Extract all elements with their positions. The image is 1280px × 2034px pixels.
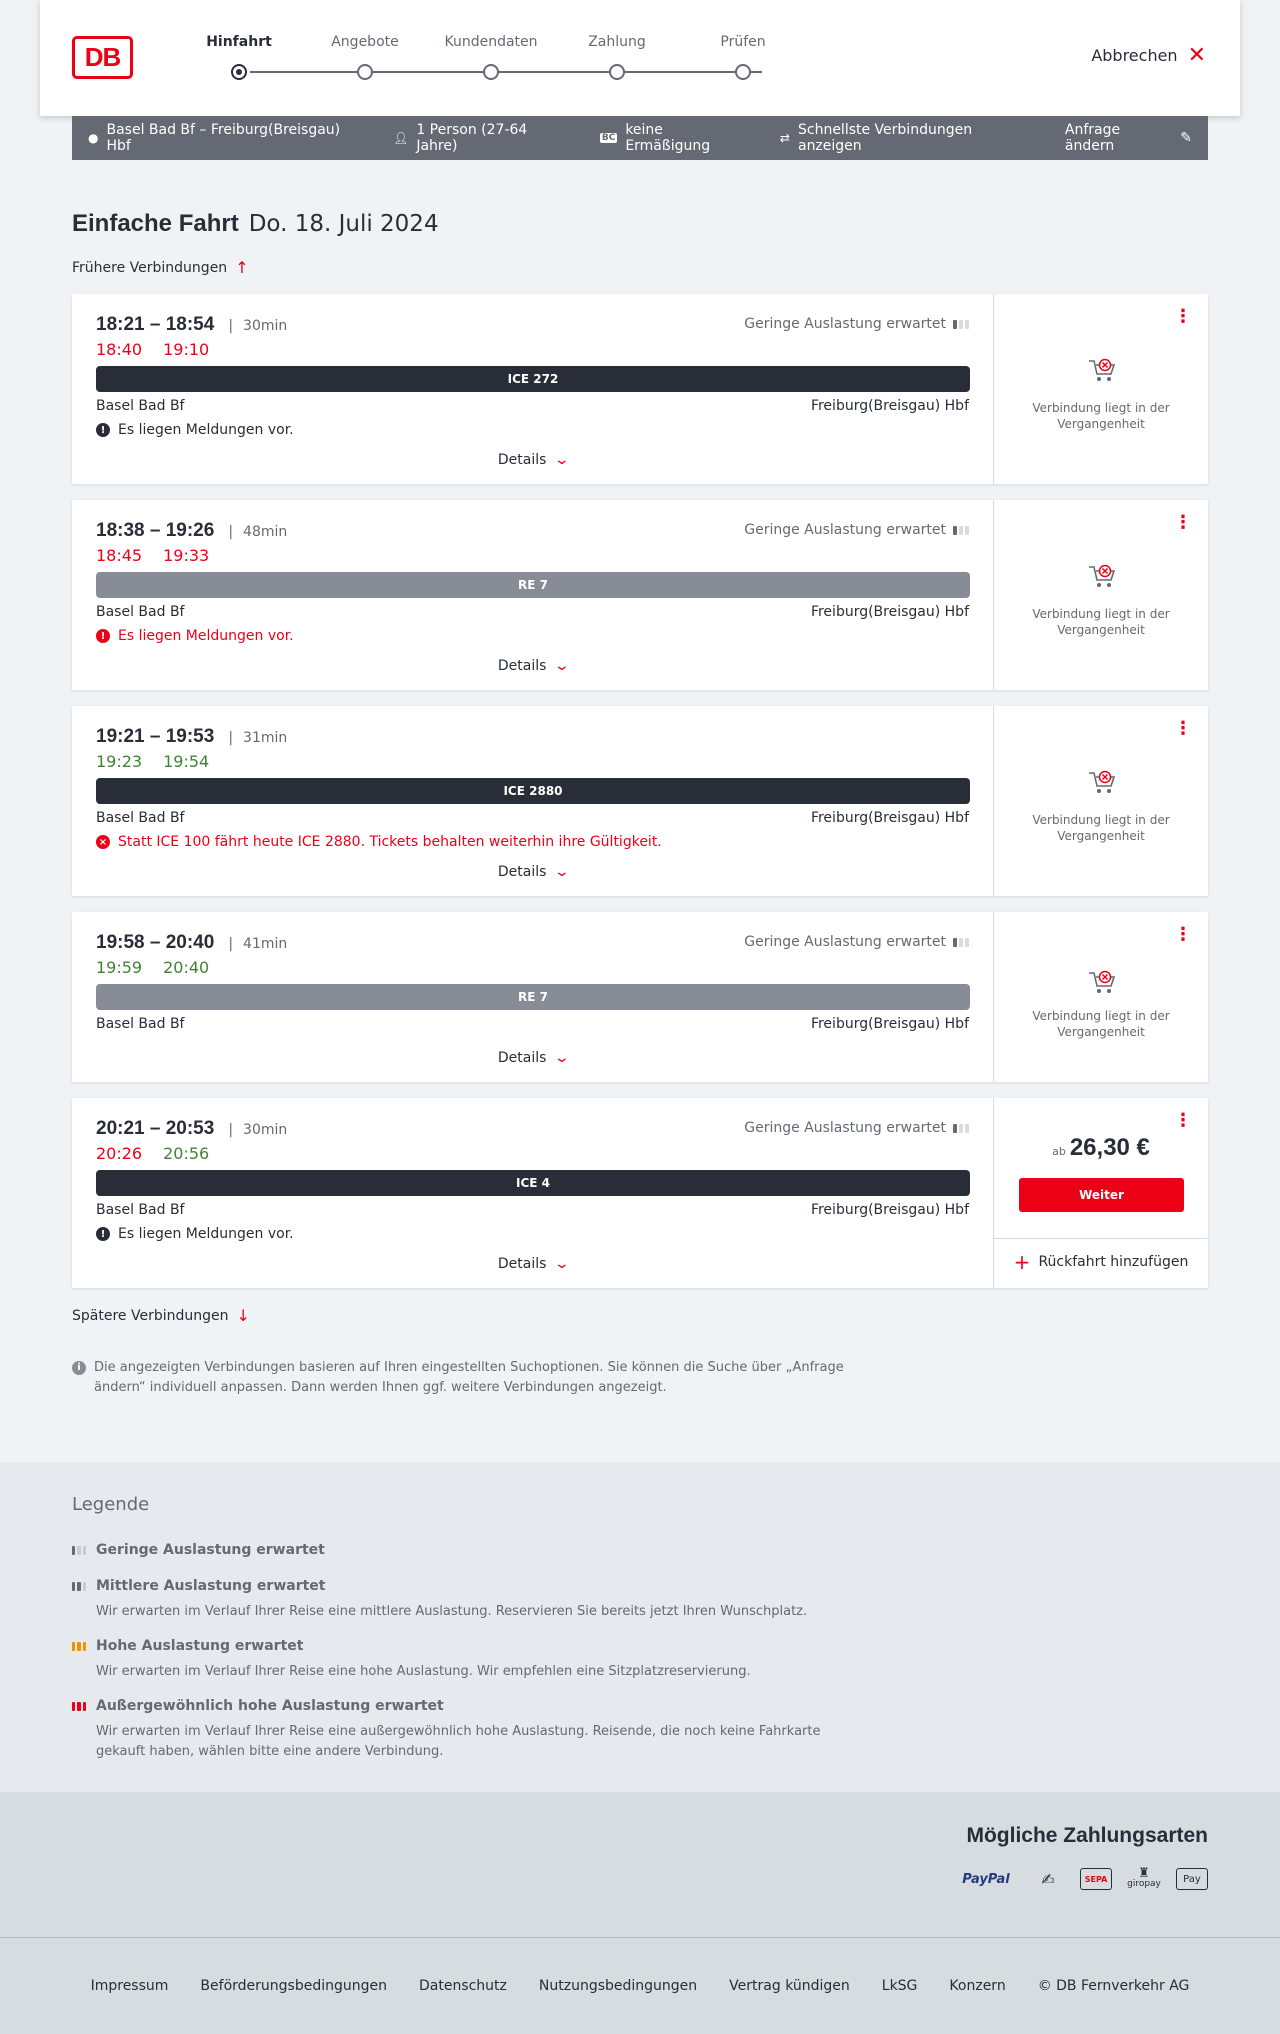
details-label: Details <box>497 452 547 468</box>
add-return-trip-button[interactable] <box>994 1238 1208 1284</box>
bahncard-icon: BC <box>601 133 616 143</box>
legend-title: Legende <box>72 1494 150 1515</box>
connection-times <box>96 1118 287 1140</box>
notice <box>96 1226 294 1242</box>
occupancy-medium-icon <box>72 1582 86 1591</box>
connection-card[interactable] <box>72 912 1208 1082</box>
giropay-icon: ♜ giropay <box>1127 1866 1161 1889</box>
notice <box>96 422 294 438</box>
realtime-times <box>96 546 209 565</box>
occupancy-indicator <box>744 522 969 538</box>
realtime-arrival: 19:33 <box>163 546 210 565</box>
realtime-arrival: 19:10 <box>163 340 210 359</box>
occupancy-high-icon <box>72 1642 86 1651</box>
occupancy-label: Geringe Auslastung erwartet <box>744 1120 946 1136</box>
booking-stepper <box>200 34 800 84</box>
chevron-down-icon: ⌄ <box>554 658 571 674</box>
price-prefix: ab <box>1052 1145 1066 1158</box>
realtime-departure: 20:26 <box>96 1144 143 1163</box>
earlier-connections-link[interactable] <box>72 258 249 277</box>
info-text: Die angezeigten Verbindungen basieren auf Ihren eingestellten Suchoptionen. Sie können die Suche über „Anfrage ändern“ individuell anpassen. Dann werden Ihnen ggf. weitere Verbindungen angezeigt. <box>94 1360 844 1395</box>
past-connection-label: Verbindung liegt in der Vergangenheit <box>1032 607 1170 637</box>
legend-heading: Außergewöhnlich hohe Auslastung erwartet <box>96 1698 444 1714</box>
occupancy-label: Geringe Auslastung erwartet <box>744 316 946 332</box>
legend-heading: Hohe Auslastung erwartet <box>96 1638 304 1654</box>
more-options-icon[interactable]: ⋮ <box>1174 306 1192 327</box>
step-dot <box>483 64 499 80</box>
connection-details-area <box>72 912 994 1082</box>
scheduled-times: 19:58 – 20:40 <box>96 932 215 953</box>
realtime-departure: 18:40 <box>96 340 143 359</box>
step-dot <box>609 64 625 80</box>
footer-copyright: © DB Fernverkehr AG <box>1037 1978 1190 1994</box>
warning-icon: ! <box>96 629 110 643</box>
separator: | <box>228 524 234 540</box>
train-bar[interactable]: RE 7 <box>96 572 970 598</box>
realtime-departure: 18:45 <box>96 546 143 565</box>
duration: 48min <box>243 524 288 540</box>
notice-icon: ! <box>96 1227 110 1241</box>
paypal-icon: PayPal <box>962 1871 1010 1887</box>
realtime-departure: 19:23 <box>96 752 143 771</box>
scheduled-times: 18:38 – 19:26 <box>96 520 215 541</box>
train-bar[interactable]: RE 7 <box>96 984 970 1010</box>
giropay-label: giropay <box>1127 1879 1161 1889</box>
stepper-line <box>250 71 762 73</box>
footer-link-vertrag-kuendigen[interactable]: Vertrag kündigen <box>729 1978 850 1994</box>
details-label: Details <box>497 864 547 880</box>
chevron-down-icon: ⌄ <box>554 864 571 880</box>
legend-description: Wir erwarten im Verlauf Ihrer Reise eine hohe Auslastung. Wir empfehlen eine Sitzplatzreservierung. <box>96 1664 751 1679</box>
notice-text: Es liegen Meldungen vor. <box>118 1226 294 1242</box>
connection-times <box>96 726 287 748</box>
occupancy-low-icon <box>953 1124 969 1133</box>
connection-card[interactable] <box>72 1098 1208 1288</box>
origin-station: Basel Bad Bf <box>96 810 185 826</box>
legend-section <box>0 1462 1280 1792</box>
train-bar[interactable]: ICE 272 <box>96 366 970 392</box>
offer-area <box>994 294 1208 484</box>
occupancy-exceptional-icon <box>72 1702 86 1711</box>
person-icon: 👤︎ <box>393 131 409 145</box>
search-summary-bar <box>72 116 1208 160</box>
destination-station: Freiburg(Breisgau) Hbf <box>810 810 969 826</box>
duration: 30min <box>243 318 288 334</box>
legend-item-low <box>72 1542 872 1558</box>
occupancy-low-icon <box>953 938 969 947</box>
occupancy-indicator <box>744 1120 969 1136</box>
page-footer <box>0 1937 1280 2034</box>
swap-arrows-icon: ⇄ <box>779 131 790 145</box>
route-summary <box>88 122 361 154</box>
location-pin-icon: ● <box>88 131 99 145</box>
train-bar[interactable]: ICE 4 <box>96 1170 970 1196</box>
details-toggle[interactable] <box>72 658 994 674</box>
footer-link-impressum[interactable]: Impressum <box>90 1978 169 1994</box>
realtime-times <box>96 340 209 359</box>
offer-area <box>994 706 1208 896</box>
step-dot <box>735 64 751 80</box>
connection-details-area <box>72 706 994 896</box>
more-options-icon[interactable]: ⋮ <box>1174 1110 1192 1131</box>
scheduled-times: 18:21 – 18:54 <box>96 314 215 335</box>
connection-details-area <box>72 294 994 484</box>
offer-area <box>994 500 1208 690</box>
footer-link-lksg[interactable]: LkSG <box>881 1978 918 1994</box>
trip-date: Do. 18. Juli 2024 <box>248 211 439 237</box>
change-query-button[interactable] <box>1065 122 1192 154</box>
legend-item-exceptional <box>72 1698 872 1762</box>
fastest-toggle[interactable] <box>780 122 1033 154</box>
footer-link-nutzungsbedingungen[interactable]: Nutzungsbedingungen <box>538 1978 698 1994</box>
cancelled-icon: × <box>96 835 110 849</box>
add-return-label: Rückfahrt hinzufügen <box>1038 1253 1189 1270</box>
price-value: 26,30 € <box>1069 1134 1150 1161</box>
legend-item-medium <box>72 1578 872 1622</box>
realtime-times <box>96 958 209 977</box>
details-toggle[interactable] <box>72 864 994 880</box>
notice <box>96 834 662 850</box>
occupancy-label: Geringe Auslastung erwartet <box>744 934 946 950</box>
separator: | <box>228 1122 234 1138</box>
step-kundendaten: Kundendaten <box>444 34 538 50</box>
occupancy-low-icon <box>953 526 969 535</box>
change-query-label: Anfrage ändern <box>1064 122 1121 154</box>
persons-text: 1 Person (27-64 Jahre) <box>416 122 528 154</box>
legend-description: Wir erwarten im Verlauf Ihrer Reise eine mittlere Auslastung. Reservieren Sie bereits jetzt Ihren Wunschplatz. <box>96 1604 808 1619</box>
search-info-note <box>72 1358 872 1398</box>
step-zahlung: Zahlung <box>588 34 646 50</box>
persons-summary <box>393 122 568 154</box>
connection-times <box>96 520 287 542</box>
arrow-down-icon: ↓ <box>236 1306 250 1325</box>
notice <box>96 628 294 644</box>
origin-station: Basel Bad Bf <box>96 398 185 414</box>
step-pruefen: Prüfen <box>720 34 766 50</box>
notice-text: Es liegen Meldungen vor. <box>118 422 294 438</box>
separator: | <box>228 936 234 952</box>
occupancy-low-icon <box>953 320 969 329</box>
origin-station: Basel Bad Bf <box>96 1202 185 1218</box>
sepa-icon: SEPA <box>1080 1868 1112 1890</box>
footer-link-konzern[interactable]: Konzern <box>949 1978 1006 1994</box>
occupancy-indicator <box>744 934 969 950</box>
payment-icons <box>956 1866 1208 1892</box>
step-dot <box>357 64 373 80</box>
more-options-icon[interactable]: ⋮ <box>1174 718 1192 739</box>
connection-card[interactable] <box>72 500 1208 690</box>
past-connection-label: Verbindung liegt in der Vergangenheit <box>1032 813 1170 843</box>
origin-station: Basel Bad Bf <box>96 1016 185 1032</box>
cancel-label: Abbrechen <box>1091 46 1178 65</box>
price <box>994 1134 1208 1162</box>
cancel-button[interactable] <box>1091 42 1206 68</box>
past-connection-label: Verbindung liegt in der Vergangenheit <box>1032 401 1170 431</box>
occupancy-indicator <box>744 316 969 332</box>
arrow-up-icon: ↑ <box>235 258 249 277</box>
plus-icon: + <box>1013 1249 1031 1274</box>
realtime-times <box>96 1144 209 1163</box>
apple-pay-icon <box>1176 1868 1208 1890</box>
realtime-departure: 19:59 <box>96 958 143 977</box>
cart-unavailable-icon <box>1086 356 1118 384</box>
cart-unavailable-icon <box>1086 768 1118 796</box>
details-toggle[interactable] <box>72 1050 994 1066</box>
notice-icon: ! <box>96 423 110 437</box>
realtime-arrival: 20:40 <box>163 958 210 977</box>
pencil-icon: ✎ <box>1180 130 1192 146</box>
chevron-down-icon: ⌄ <box>554 1256 571 1272</box>
route-text: Basel Bad Bf – Freiburg(Breisgau) Hbf <box>106 122 341 154</box>
duration: 31min <box>243 730 288 746</box>
chevron-down-icon: ⌄ <box>554 452 571 468</box>
step-hinfahrt: Hinfahrt <box>206 34 272 50</box>
offer-area <box>994 1098 1208 1288</box>
info-icon: i <box>72 1361 86 1375</box>
connection-details-area <box>72 1098 994 1288</box>
more-options-icon[interactable]: ⋮ <box>1174 924 1192 945</box>
details-toggle[interactable] <box>72 452 994 468</box>
occupancy-label: Geringe Auslastung erwartet <box>744 522 946 538</box>
destination-station: Freiburg(Breisgau) Hbf <box>810 604 969 620</box>
offer-area <box>994 912 1208 1082</box>
destination-station: Freiburg(Breisgau) Hbf <box>810 1202 969 1218</box>
db-logo[interactable]: DB <box>72 36 133 79</box>
scheduled-times: 19:21 – 19:53 <box>96 726 215 747</box>
destination-station: Freiburg(Breisgau) Hbf <box>810 398 969 414</box>
duration: 41min <box>243 936 288 952</box>
earlier-label: Frühere Verbindungen <box>72 259 228 276</box>
step-angebote: Angebote <box>331 34 399 50</box>
payment-title: Mögliche Zahlungsarten <box>966 1824 1208 1847</box>
realtime-arrival: 19:54 <box>163 752 210 771</box>
train-bar[interactable]: ICE 2880 <box>96 778 970 804</box>
legend-item-high <box>72 1638 872 1682</box>
discount-summary <box>600 122 748 154</box>
cart-unavailable-icon <box>1086 968 1118 996</box>
separator: | <box>228 318 234 334</box>
later-connections-link[interactable] <box>72 1306 250 1325</box>
later-label: Spätere Verbindungen <box>72 1307 229 1324</box>
connection-times <box>96 932 287 954</box>
discount-text: keine Ermäßigung <box>625 122 711 154</box>
realtime-arrival: 20:56 <box>163 1144 210 1163</box>
details-toggle[interactable] <box>72 1256 994 1272</box>
realtime-times <box>96 752 209 771</box>
details-label: Details <box>497 658 547 674</box>
apple-pay-label: Pay <box>1183 1873 1201 1885</box>
details-label: Details <box>497 1256 547 1272</box>
destination-station: Freiburg(Breisgau) Hbf <box>810 1016 969 1032</box>
connection-details-area <box>72 500 994 690</box>
trip-type: Einfache Fahrt <box>72 210 239 237</box>
connection-card[interactable] <box>72 706 1208 896</box>
connection-times <box>96 314 287 336</box>
footer-link-befoerderungsbedingungen[interactable]: Beförderungsbedingungen <box>200 1978 387 1994</box>
footer-links <box>0 1978 1280 1994</box>
separator: | <box>228 730 234 746</box>
footer-link-datenschutz[interactable]: Datenschutz <box>418 1978 507 1994</box>
cart-unavailable-icon <box>1086 562 1118 590</box>
close-icon: ✕ <box>1187 42 1206 68</box>
details-label: Details <box>497 1050 547 1066</box>
legend-heading: Mittlere Auslastung erwartet <box>96 1578 326 1594</box>
occupancy-low-icon <box>72 1546 86 1555</box>
chevron-down-icon: ⌄ <box>554 1050 571 1066</box>
origin-station: Basel Bad Bf <box>96 604 185 620</box>
page-header <box>40 0 1240 116</box>
connection-card[interactable] <box>72 294 1208 484</box>
credit-card-icon: ✍ <box>1041 1869 1055 1889</box>
fastest-text: Schnellste Verbindungen anzeigen <box>797 122 973 154</box>
scheduled-times: 20:21 – 20:53 <box>96 1118 215 1139</box>
notice-text: Es liegen Meldungen vor. <box>118 628 294 644</box>
legend-heading: Geringe Auslastung erwartet <box>96 1542 325 1558</box>
legend-description: Wir erwarten im Verlauf Ihrer Reise eine außergewöhnlich hohe Auslastung. Reisende, die noch keine Fahrkarte gekauft haben, wählen bitte eine andere Verbindung. <box>96 1724 821 1759</box>
step-dot-active <box>231 64 247 80</box>
page-title <box>72 210 439 238</box>
duration: 30min <box>243 1122 288 1138</box>
more-options-icon[interactable]: ⋮ <box>1174 512 1192 533</box>
continue-button[interactable]: Weiter <box>1019 1178 1184 1212</box>
notice-text: Statt ICE 100 fährt heute ICE 2880. Tickets behalten weiterhin ihre Gültigkeit. <box>118 834 662 850</box>
payment-methods-section <box>0 1792 1280 1937</box>
past-connection-label: Verbindung liegt in der Vergangenheit <box>1032 1009 1170 1039</box>
